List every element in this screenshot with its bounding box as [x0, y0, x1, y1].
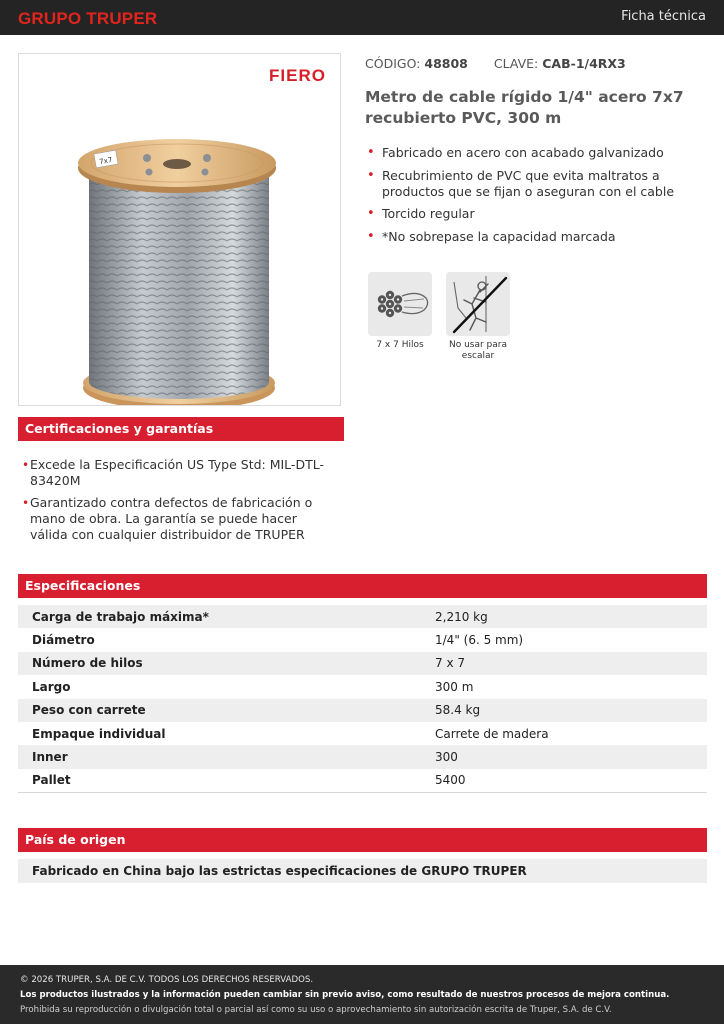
spec-label: Largo	[32, 679, 71, 694]
document-type-label: Ficha técnica	[621, 9, 706, 24]
table-row	[18, 722, 707, 745]
table-row	[18, 745, 707, 768]
cable-reel-image	[77, 138, 282, 406]
feature-list	[367, 145, 707, 251]
spec-label: Inner	[18, 745, 435, 768]
product-title: Metro de cable rígido 1/4" acero 7x7 recubierto PVC, 300 m	[365, 88, 684, 127]
certifications-list	[22, 457, 338, 549]
fiero-logo: FIERO	[269, 66, 326, 85]
certification-item: • Excede la Especificación US Type Std: MIL-DTL-83420M	[22, 457, 338, 489]
feature-item: • Recubrimiento de PVC que evita maltratos a productos que se fijan o aseguran con el cable	[367, 168, 707, 200]
spec-label: Carga de trabajo máxima*	[18, 605, 435, 628]
no-climbing-icon	[446, 272, 510, 336]
table-row	[18, 652, 707, 675]
codigo-label: CÓDIGO:	[365, 56, 421, 71]
spec-label: Peso con carrete	[18, 699, 435, 722]
spec-value: 1/4" (6. 5 mm)	[435, 633, 524, 648]
feature-item: • *No sobrepase la capacidad marcada	[367, 229, 707, 245]
spec-value: 7 x 7	[435, 652, 707, 675]
table-row	[18, 699, 707, 722]
table-row	[18, 769, 707, 792]
spec-value: 2,210 kg	[435, 605, 707, 628]
spec-label: Diámetro	[32, 633, 95, 648]
product-image-box	[18, 53, 341, 406]
strand-7x7-icon	[368, 272, 432, 336]
strand-icon-caption: 7 x 7 Hilos	[376, 340, 424, 350]
origin-header: País de origen	[18, 828, 707, 852]
footer-copyright: © 2026 TRUPER, S.A. DE C.V. TODOS LOS DERECHOS RESERVADOS.	[20, 975, 314, 985]
spec-label: Pallet	[18, 769, 435, 792]
brand-logo: GRUPO TRUPER	[18, 9, 158, 28]
top-header	[0, 0, 724, 35]
reel-label-text: 7x7	[98, 155, 114, 167]
product-codes	[365, 56, 626, 71]
spec-value: Carrete de madera	[435, 726, 549, 741]
feature-item: • Fabricado en acero con acabado galvanizado	[367, 145, 707, 161]
certifications-header: Certificaciones y garantías	[18, 417, 344, 441]
spec-value: 58.4 kg	[435, 699, 707, 722]
feature-item: • Torcido regular	[367, 206, 707, 222]
certification-item: • Garantizado contra defectos de fabricación o mano de obra. La garantía se puede hacer válida con cualquier distribuidor de TRUPER	[22, 495, 338, 543]
clave-label: CLAVE:	[493, 56, 539, 71]
table-row	[18, 605, 707, 628]
codigo-value: 48808	[424, 56, 468, 71]
page-footer	[0, 965, 724, 1024]
footer-notice: Los productos ilustrados y la información pueden cambiar sin previo aviso, como resultado de nuestros procesos de mejora continua.	[20, 990, 670, 1000]
spec-value: 300	[435, 745, 707, 768]
origin-text: Fabricado en China bajo las estrictas especificaciones de GRUPO TRUPER	[18, 859, 707, 883]
spec-value: 300 m	[435, 679, 474, 694]
spec-label: Número de hilos	[18, 652, 435, 675]
table-row	[18, 675, 707, 698]
specifications-header: Especificaciones	[18, 574, 707, 598]
specifications-table	[18, 605, 707, 793]
footer-legal: Prohibida su reproducción o divulgación total o parcial así como su uso o aprovechamiento sin autorización escrita de Truper, S.A. de C.V.	[20, 1005, 612, 1015]
no-climbing-icon-caption: No usar para escalar	[448, 340, 507, 361]
table-row	[18, 628, 707, 651]
spec-label: Empaque individual	[32, 726, 166, 741]
spec-value: 5400	[435, 769, 707, 792]
clave-value: CAB-1/4RX3	[542, 56, 626, 71]
